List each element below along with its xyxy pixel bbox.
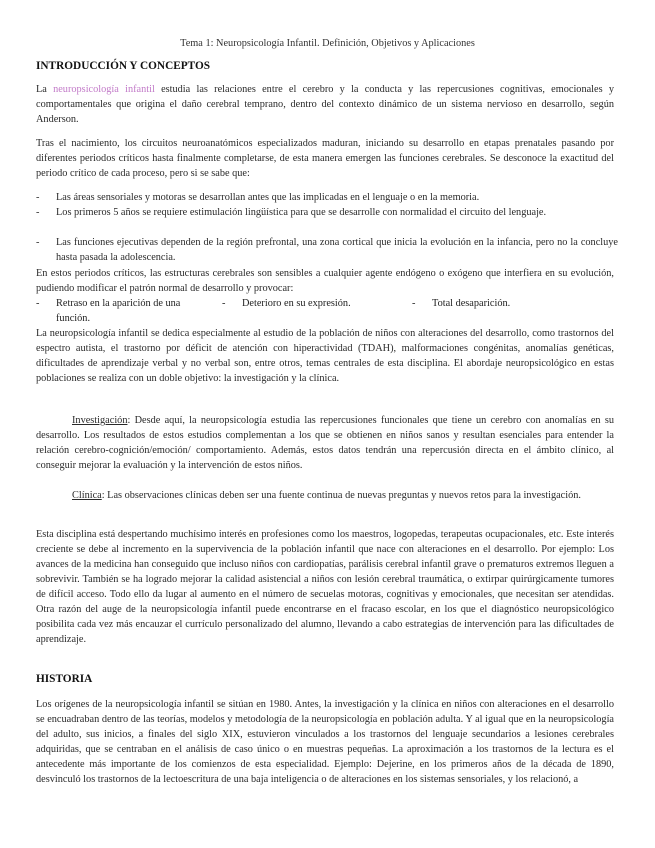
- clinical-paragraph: [36, 488, 614, 503]
- history-paragraph: Los orígenes de la neuropsicología infantil se sitúan en 1980. Antes, la investigación y la clínica en niños con alteraciones en el desarrollo se encuadraban dentro de las teorías, modelos y metodología de la neuropsicología en población adulta. Y al igual que en la neuropsicología del adulto, sus inicios, a finales del siglo XIX, estuvieron vinculados a los trastornos del lenguaje secundarios a lesiones cerebrales adquiridas, que se centraban en el análisis de caso único o en muestras pequeñas. La aproximación a los trastornos de la lectura es el antecedente más importante de los comienzos de esta especialidad. Ejemplo: Dejerine, en los primeros años de la década de 1890, desvinculó los trastornos de la lectoescritura de una baja inteligencia o de alteraciones en los sistemas sensoriales, y los relacionó, a: [36, 699, 614, 785]
- critical-periods-paragraph: En estos periodos críticos, las estructuras cerebrales son sensibles a cualquier agente endógeno o exógeno que interfiera en su evolución, pudiendo modificar el patrón normal de desarrollo y provocar:: [36, 268, 614, 294]
- page-header: Tema 1: Neuropsicología Infantil. Definición, Objetivos y Aplicaciones: [180, 38, 475, 49]
- effect-deterioration: Deterioro en su expresión.: [242, 298, 351, 309]
- effect-delay: Retraso en la aparición de una: [56, 298, 181, 309]
- intro-paragraph: [36, 82, 614, 127]
- clinical-label: Clínica: [72, 490, 102, 501]
- interest-paragraph: Esta disciplina está despertando muchísimo interés en profesiones como los maestros, logopedas, terapeutas ocupacionales, etc. Este interés creciente se debe al incremento en la supervivencia de la población infantil que nace con alteraciones en el desarrollo. Por ejemplo: Los avances de la medicina han conseguido que incluso niños con cardiopatías, parálisis cerebral infantil grave o prematuros extremos lleguen a sobrevivir. También se ha logrado mejorar la calidad asistencial a niños con lesión cerebral traumática, o extirpar quirúrgicamente tumores de difícil acceso. Todo ello da lugar al aumento en el número de secuelas motoras, cognitivas y emocionales, que necesitan ser atendidas. Otra razón del auge de la neuropsicología infantil puede encontrarse en el fracaso escolar, en los que el diagnóstico neuropsicológico posibilita cada vez más encauzar el currículo personalizado del alumno, llevando a cabo estrategias de intervención para las dificultades de aprendizaje.: [36, 529, 614, 645]
- highlighted-term: neuropsicología infantil: [53, 84, 155, 95]
- population-paragraph: La neuropsicología infantil se dedica especialmente al estudio de la población de niños con alteraciones del desarrollo, como trastornos del espectro autista, el trastorno por déficit de atención con hiperactividad (TDAH), malformaciones congénitas, anomalías genéticas, dificultades de aprendizaje verbal y no verbal son, entre otros, temas centrales de esta disciplina. El abordaje neuropsicológico en estas poblaciones se realiza con un doble objetivo: la investigación y la clínica.: [36, 328, 614, 384]
- intro-text-end: estudia las relaciones entre el cerebro y la conducta y las repercusiones cognitivas, emocionales y comportamentales que origina el daño cerebral temprano, dentro del contexto dinámico de un sistema nervioso en desarrollo, según Anderson.: [36, 84, 614, 125]
- effect-disappearance: Total desaparición.: [432, 298, 511, 309]
- list-item: - Las funciones ejecutivas dependen de la región prefrontal, una zona cortical que inicia la evolución en la infancia, pero no la concluye hasta pasada la adolescencia.: [36, 237, 618, 263]
- research-label: Investigación: [72, 415, 128, 426]
- list-item-text: Las áreas sensoriales y motoras se desarrollan antes que las implicadas en el lenguaje o en la memoria.: [56, 192, 480, 203]
- document-page: Tema 1: Neuropsicología Infantil. Definición, Objetivos y Aplicaciones INTRODUCCIÓN Y CONCEPTOS La neuropsicología infantil estudia las relaciones entre el cerebro y la conducta y las repercusiones cognitivas, emocionales y comportamentales que origina el daño cerebral temprano, dentro del contexto dinámico de un sistema nervioso en desarrollo, según Anderson. Tras el nacimiento, los circuitos neuroanatómicos especializados maduran, iniciando su desarrollo en etapas prenatales pasando por diferentes periodos críticos hasta finalmente completarse, de esta manera emergen las funciones cerebrales. Se desconoce la exactitud del periodo crítico de cada proceso, pero si se sabe que: - Las áreas sensoriales y motoras se desarrollan antes que las implicadas en el lenguaje o en la memoria. - Los primeros 5 años se requiere estimulación lingüística para que se desarrolle con normalidad el circuito del lenguaje. - Las funciones ejecutivas dependen de la región prefrontal, una zona cortical que inicia la evolución en la infancia, pero no la concluye hasta pasada la adolescencia. En estos periodos críticos, las estructuras cerebrales son sensibles a cualquier agente endógeno o exógeno que interfiera en su evolución, pudiendo modificar el patrón normal de desarrollo y provocar: - Retraso en la aparición de una función. - Deterioro en su expresión. - Total desaparición. La neuropsicología infantil se dedica especialmente al estudio de la población de niños con alteraciones del desarrollo, como trastornos del espectro autista, el trastorno por déficit de atención con hiperactividad (TDAH), malformaciones congénitas, anomalías genéticas, dificultades de aprendizaje verbal y no verbal son, entre otros, temas centrales de esta disciplina. El abordaje neuropsicológico en estas poblaciones se realiza con un doble objetivo: la investigación y la clínica. Investigación: Desde aquí, la neuropsicología estudia las repercusiones funcionales que tiene un cerebro con anomalías en su desarrollo. Los resultados de estos estudios complementan a los que se obtienen en niños sanos y resultan esenciales para entender la relación cerebro-cognición/emoción/ comportamiento. Además, estos datos tendrán una repercusión directa en el ámbito clínico, al conseguir mejorar la evaluación y la intervención de estos niños. Clínica: Las observaciones clínicas deben ser una fuente continua de nuevas preguntas y nuevos retos para la investigación. Esta disciplina está despertando muchísimo interés en profesiones como los maestros, logopedas, terapeutas ocupacionales, etc. Este interés creciente se debe al incremento en la supervivencia de la población infantil que nace con alteraciones en el desarrollo. Por ejemplo: Los avances de la medicina han conseguido que incluso niños con cardiopatías, parálisis cerebral infantil grave o prematuros extremos lleguen a sobrevivir. También se ha logrado mejorar la calidad asistencial a niños con lesión cerebral traumática, o extirpar quirúrgicamente tumores de difícil acceso. Todo ello da lugar al aumento en el número de secuelas motoras, cognitivas y emocionales, que necesitan ser atendidas. Otra razón del auge de la neuropsicología infantil puede encontrarse en el fracaso escolar, en los que el diagnóstico neuropsicológico posibilita cada vez más encauzar el currículo personalizado del alumno, llevando a cabo estrategias de intervención para las dificultades de aprendizaje. HISTORIA Los orígenes de la neuropsicología infantil se sitúan en 1980. Antes, la investigación y la clínica en niños con alteraciones en el desarrollo se encuadraban dentro de las teorías, modelos y metodología de la neuropsicología en población adulta. Y al igual que en la neuropsicología del adulto, sus inicios, a finales del siglo XIX, estuvieron vinculados a los trastornos del lenguaje secundarios a lesiones cerebrales adquiridas, que se centraban en el análisis de caso único o en muestras pequeñas. La aproximación a los trastornos de la lectura es el antecedente más importante de los comienzos de esta especialidad. Ejemplo: Dejerine, en los primeros años de la década de 1890, desvinculó los trastornos de la lectoescritura de una baja inteligencia o de alteraciones en los sistemas sensoriales, y los relacionó, a: [0, 0, 655, 848]
- research-text: : Desde aquí, la neuropsicología estudia las repercusiones funcionales que tiene un cerebro con anomalías en su desarrollo. Los resultados de estos estudios complementan a los que se obtienen en niños sanos y resultan esenciales para entender la relación cerebro-cognición/emoción/ comportamiento. Además, estos datos tendrán una repercusión directa en el ámbito clínico, al conseguir mejorar la evaluación y la intervención de estos niños.: [36, 415, 614, 471]
- section-title-intro: INTRODUCCIÓN Y CONCEPTOS: [36, 60, 211, 72]
- list-item: - Los primeros 5 años se requiere estimulación lingüística para que se desarrolle con normalidad el circuito del lenguaje.: [36, 205, 618, 235]
- clinical-text: : Las observaciones clínicas deben ser una fuente continua de nuevas preguntas y nuevos retos para la investigación.: [101, 490, 581, 501]
- maturation-paragraph: Tras el nacimiento, los circuitos neuroanatómicos especializados maduran, iniciando su desarrollo en etapas prenatales pasando por diferentes periodos críticos hasta finalmente completarse, de esta manera emergen las funciones cerebrales. Se desconoce la exactitud del periodo crítico de cada proceso, pero si se sabe que:: [36, 138, 614, 179]
- effect-delay-cont: función.: [56, 313, 91, 324]
- list-item-text: Los primeros 5 años se requiere estimulación lingüística para que se desarrolle con normalidad el circuito del lenguaje.: [56, 207, 547, 218]
- list-item: - Las áreas sensoriales y motoras se desarrollan antes que las implicadas en el lenguaje o en la memoria.: [36, 190, 618, 205]
- list-item-text: Las funciones ejecutivas dependen de la región prefrontal, una zona cortical que inicia la evolución en la infancia, pero no la concluye hasta pasada la adolescencia.: [56, 237, 618, 263]
- research-paragraph: [36, 413, 614, 473]
- section-title-history: HISTORIA: [36, 673, 93, 685]
- intro-text-start: La: [36, 84, 54, 95]
